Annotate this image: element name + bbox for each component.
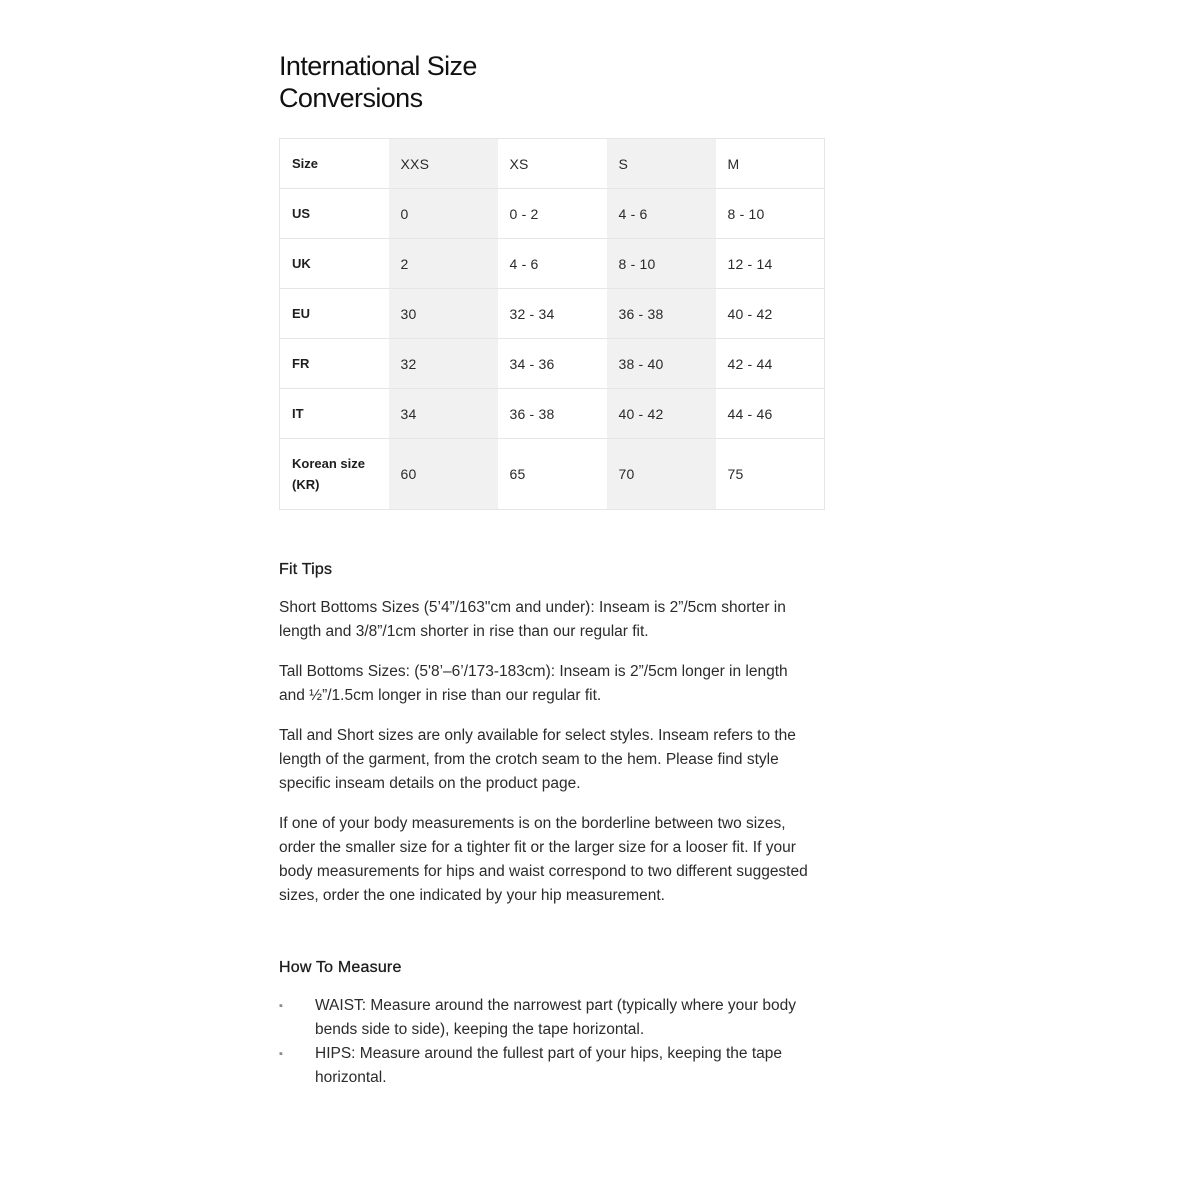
table-row <box>280 439 825 510</box>
table-cell: 30 <box>389 289 498 339</box>
table-cell: 0 - 2 <box>498 189 607 239</box>
list-item-text: WAIST: Measure around the narrowest part (typically where your body bends side to side), keeping the tape horizontal. <box>315 997 796 1038</box>
table-cell: 32 - 34 <box>498 289 607 339</box>
table-cell: 34 <box>389 389 498 439</box>
table-row <box>280 189 825 239</box>
row-label: IT <box>280 389 389 439</box>
fit-tips-heading: Fit Tips <box>279 561 333 578</box>
row-label: Korean size (KR) <box>280 439 389 510</box>
table-cell: 70 <box>607 439 716 510</box>
table-cell: 8 - 10 <box>716 189 825 239</box>
list-item-text: HIPS: Measure around the fullest part of your hips, keeping the tape horizontal. <box>315 1045 782 1086</box>
table-cell: 32 <box>389 339 498 389</box>
table-cell: 75 <box>716 439 825 510</box>
measure-list <box>279 994 809 1090</box>
table-cell: 0 <box>389 189 498 239</box>
table-cell: 40 - 42 <box>607 389 716 439</box>
size-header-cell: XS <box>509 155 529 172</box>
size-conversion-table <box>279 138 825 510</box>
table-row <box>280 339 825 389</box>
row-label: US <box>280 189 389 239</box>
table-cell: 2 <box>389 239 498 289</box>
table-cell: 4 - 6 <box>498 239 607 289</box>
square-bullet-icon: ▪ <box>279 1000 283 1012</box>
size-guide <box>279 50 825 1090</box>
table-cell: 4 - 6 <box>607 189 716 239</box>
list-item <box>279 994 809 1042</box>
how-to-measure-heading: How To Measure <box>279 959 402 976</box>
table-cell: 36 - 38 <box>607 289 716 339</box>
table-header-row <box>280 139 825 189</box>
table-row <box>280 239 825 289</box>
size-header-cell: S <box>607 139 716 189</box>
table-cell: 8 - 10 <box>607 239 716 289</box>
table-cell: 38 - 40 <box>607 339 716 389</box>
row-label: EU <box>280 289 389 339</box>
row-label: UK <box>280 239 389 289</box>
fit-tip-paragraph: Tall and Short sizes are only available for select styles. Inseam refers to the length of the garment, from the crotch seam to the hem. Please find style specific inseam details on the product page. <box>279 727 796 792</box>
table-cell: 60 <box>389 439 498 510</box>
table-cell: 40 - 42 <box>716 289 825 339</box>
table-cell: 12 - 14 <box>716 239 825 289</box>
square-bullet-icon: ▪ <box>279 1048 283 1060</box>
table-cell: 42 - 44 <box>716 339 825 389</box>
fit-tip-paragraph: If one of your body measurements is on the borderline between two sizes, order the smaller size for a tighter fit or the larger size for a looser fit. If your body measurements for hips and waist correspond to two different suggested sizes, order the one indicated by your hip measurement. <box>279 815 808 904</box>
page-title: International Size Conversions <box>279 51 477 113</box>
fit-tip-paragraph: Short Bottoms Sizes (5’4”/163"cm and under): Inseam is 2”/5cm shorter in length and 3/8”/1cm shorter in rise than our regular fit. <box>279 599 786 640</box>
size-header-cell: M <box>727 155 740 172</box>
table-row <box>280 389 825 439</box>
table-cell: 65 <box>498 439 607 510</box>
size-header-label: Size <box>292 156 319 171</box>
table-row <box>280 289 825 339</box>
table-cell: 44 - 46 <box>716 389 825 439</box>
fit-tip-paragraph: Tall Bottoms Sizes: (5'8’–6’/173-183cm): Inseam is 2”/5cm longer in length and ½”/1.5cm longer in rise than our regular fit. <box>279 663 788 704</box>
table-cell: 34 - 36 <box>498 339 607 389</box>
row-label: FR <box>280 339 389 389</box>
table-cell: 36 - 38 <box>498 389 607 439</box>
list-item <box>279 1042 809 1090</box>
size-header-cell: XXS <box>389 139 498 189</box>
